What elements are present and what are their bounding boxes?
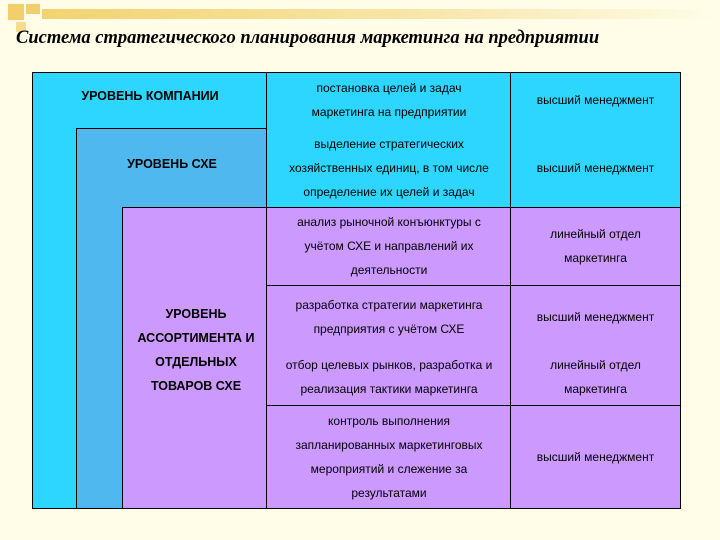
- task-cell: постановка целей и задач маркетинга на предприятии: [311, 81, 467, 119]
- responsible-cell: высший менеджмент: [536, 93, 655, 107]
- grid-line: [680, 72, 681, 509]
- task-cell: контроль выполнения запланированных маркетинговых мероприятий и слежение за результатами: [295, 413, 483, 500]
- responsible-cell: линейный отдел маркетинга: [550, 358, 641, 396]
- grid-line: [32, 508, 681, 509]
- responsible-cell: высший менеджмент: [536, 160, 655, 175]
- task-cell: выделение стратегических хозяйственных единиц, в том числе определение их целей и задач: [289, 136, 489, 199]
- level-company-label: УРОВЕНЬ КОМПАНИИ: [81, 89, 219, 103]
- task-cell: отбор целевых рынков, разработка и реализация тактики маркетинга: [285, 358, 493, 396]
- responsible-cell: высший менеджмент: [536, 310, 655, 324]
- responsible-cell: линейный отдел маркетинга: [550, 227, 641, 265]
- grid-line: [266, 207, 680, 208]
- page-title: Система стратегического планирования маркетинга на предприятии: [16, 28, 600, 48]
- task-cell: анализ рыночной конъюнктуры с учётом СХЕ и направлений их деятельности: [297, 215, 481, 277]
- grid-line: [266, 405, 680, 406]
- grid-line: [510, 72, 511, 508]
- decor-square: [26, 4, 40, 14]
- level-assortment-label: УРОВЕНЬ АССОРТИМЕНТА И ОТДЕЛЬНЫХ ТОВАРОВ СХЕ: [137, 307, 255, 393]
- level-sbu-label: УРОВЕНЬ СХЕ: [127, 157, 217, 171]
- grid-line: [266, 349, 680, 350]
- decor-square: [8, 4, 24, 20]
- grid-line: [266, 72, 267, 508]
- responsible-cell: высший менеджмент: [536, 449, 655, 464]
- task-cell: разработка стратегии маркетинга предприятия с учётом СХЕ: [295, 298, 483, 336]
- grid-line: [266, 285, 680, 286]
- decor-bar: [42, 9, 720, 19]
